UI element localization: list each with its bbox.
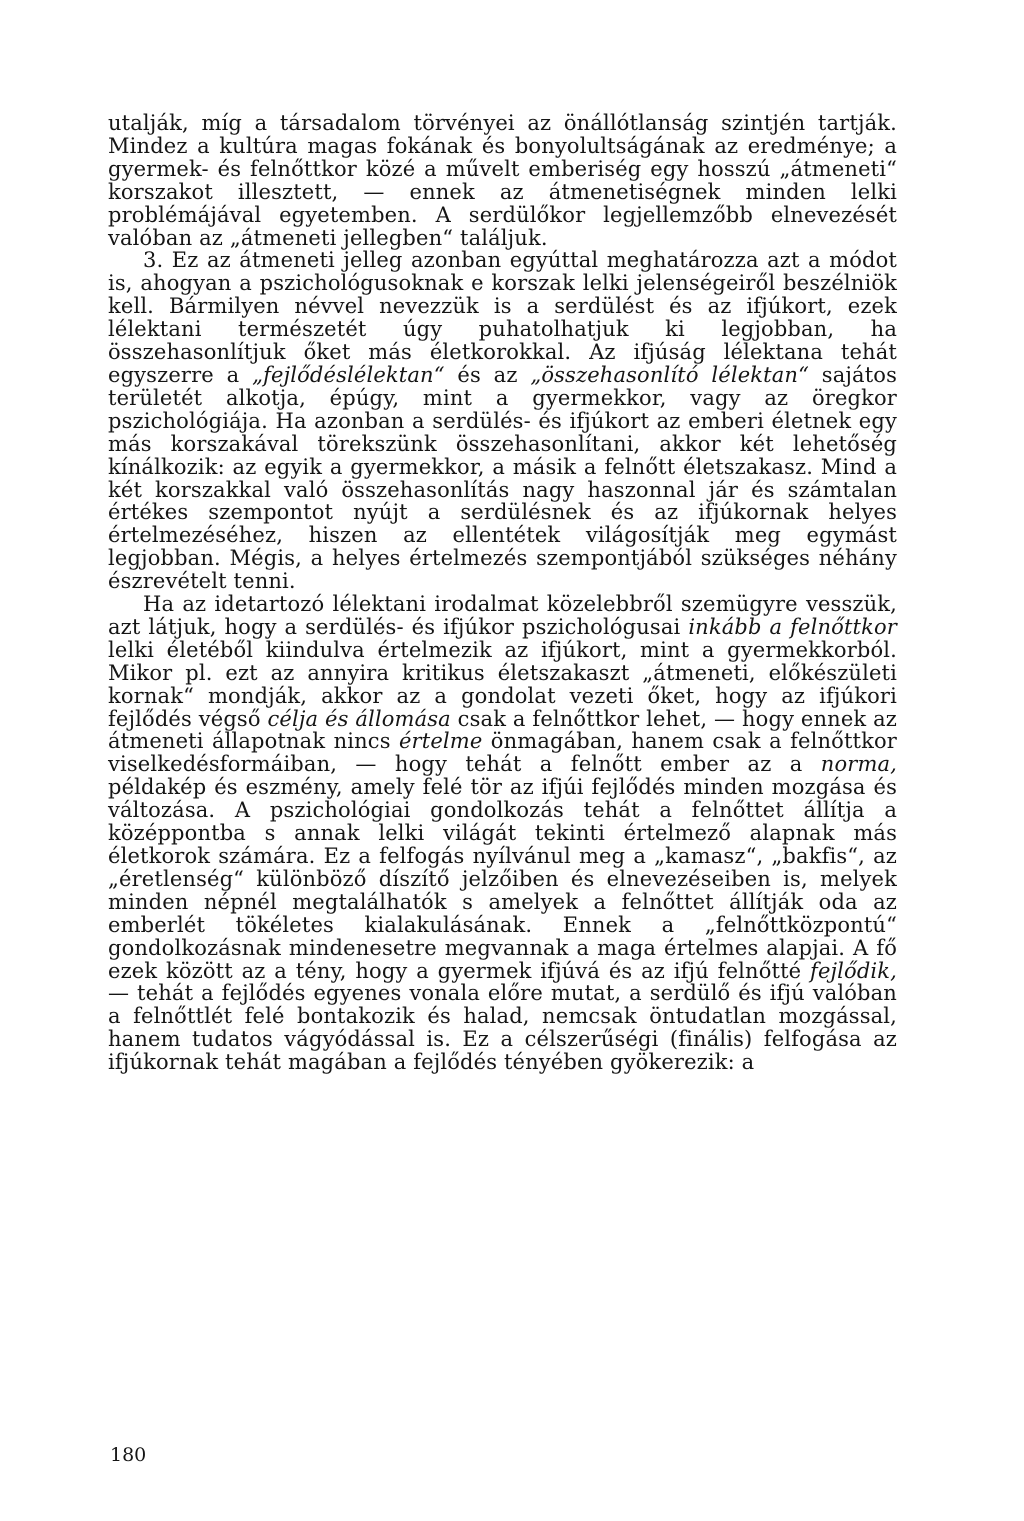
paragraph: [108, 112, 897, 249]
paragraph: [108, 593, 897, 1074]
page-number: 180: [110, 1444, 147, 1466]
text-segment: példakép és eszmény, amely felé tör az ifjúi fejlődés minden mozgása és változása. A pszichológiai gondolkozás tehát a felnőttet állítja a középpontba s annak lelki világát tekinti értelmező alapnak más életkorok számára. Ez a felfogás nyílvánul meg a „kamasz“, „bakfis“, az „éretlenség“ különböző díszítő jelzőiben és elnevezéseiben is, melyek minden népnél megtalálhatók s amelyek a felnőttet állítják oda az emberlét tökéletes kialakulásának. Ennek a „felnőttközpontú“ gondolkozásnak mindenesetre megvannak a maga értelmes alapjai. A fő ezek között az a tény, hogy a gyermek ifjúvá és az ifjú felnőtté: [108, 775, 897, 983]
italic-text: „fejlődéslélektan“: [252, 362, 445, 387]
italic-text: norma,: [820, 752, 897, 777]
italic-text: fejlődik,: [810, 958, 897, 983]
text-segment: önmagában, hanem csak a felnőttkor viselkedésformáiban, — hogy tehát a felnőtt ember az a: [108, 729, 898, 777]
text-segment: sajátos területét alkotja, épúgy, mint a gyermekkor, vagy az öregkor pszichológiája. Ha azonban a serdülés- és ifjúkort az emberi életnek egy más korszakával törekszünk összehasonlítani, akkor két lehetőség kínálkozik: az egyik a gyermekkor, a másik a felnőtt életszakasz. Mind a két korszakkal való összehasonlítás nagy haszonnal jár és számtalan értékes szempontot nyújt a serdülésnek és az ifjúkornak helyes értelmezéséhez, hiszen az ellentétek világosítják meg egymást legjobban. Mégis, a helyes értelmezés szempontjából szükséges néhány észrevételt tenni.: [108, 362, 898, 594]
text-segment: — tehát a fejlődés egyenes vonala előre mutat, a serdülő és ifjú valóban a felnőttlét felé bontakozik és halad, nemcsak öntudatlan mozgással, hanem tudatos vágyódással is. Ez a célszerűségi (finális) felfogása az ifjúkornak tehát magában a fejlődés tényében gyökerezik: a: [108, 981, 897, 1075]
body-text: [108, 112, 897, 1074]
italic-text: célja és állomása: [267, 706, 451, 731]
italic-text: „összehasonlító lélektan“: [530, 362, 809, 387]
text-segment: lelki életéből kiindulva értelmezik az ifjúkort, mint a gyermekkorból. Mikor pl. ezt az annyira kritikus életszakaszt „átmeneti, előkészületi kornak“ mondják, akkor az a gondolat vezeti őket, hogy az ifjúkori fejlődés végső: [108, 637, 897, 731]
text-segment: Ha az idetartozó lélektani irodalmat közelebbről szemügyre vesszük, azt látjuk, hogy a serdülés- és ifjúkor pszichológusai: [108, 592, 897, 639]
text-segment: és az: [444, 362, 531, 387]
text-segment: 3. Ez az átmeneti jelleg azonban egyúttal meghatározza azt a módot is, ahogyan a pszichológusoknak e korszak lelki jelenségeiről beszélniök kell. Bármilyen névvel nevezzük is a serdülést és az ifjúkort, ezek lélektani természetét úgy puhatolhatjuk ki legjobban, ha összehasonlítjuk őket más életkorokkal. Az ifjúság lélektana tehát egyszerre a: [108, 248, 897, 387]
text-segment: csak a felnőttkor lehet, — hogy ennek az átmeneti állapotnak nincs: [108, 706, 897, 754]
paragraph: [108, 249, 897, 593]
text-segment: utalják, míg a társadalom törvényei az önállótlanság szintjén tartják. Mindez a kultúra magas fokának és bonyolultságának az eredménye; a gyermek- és felnőttkor közé a művelt emberiség egy hosszú „átmeneti“ korszakot illesztett, — ennek az átmenetiségnek minden lelki problémájával egyetemben. A serdülőkor legjellemzőbb elnevezését valóban az „átmeneti jellegben“ találjuk.: [108, 111, 897, 250]
italic-text: inkább a felnőttkor: [688, 614, 897, 639]
italic-text: értelme: [398, 729, 483, 754]
